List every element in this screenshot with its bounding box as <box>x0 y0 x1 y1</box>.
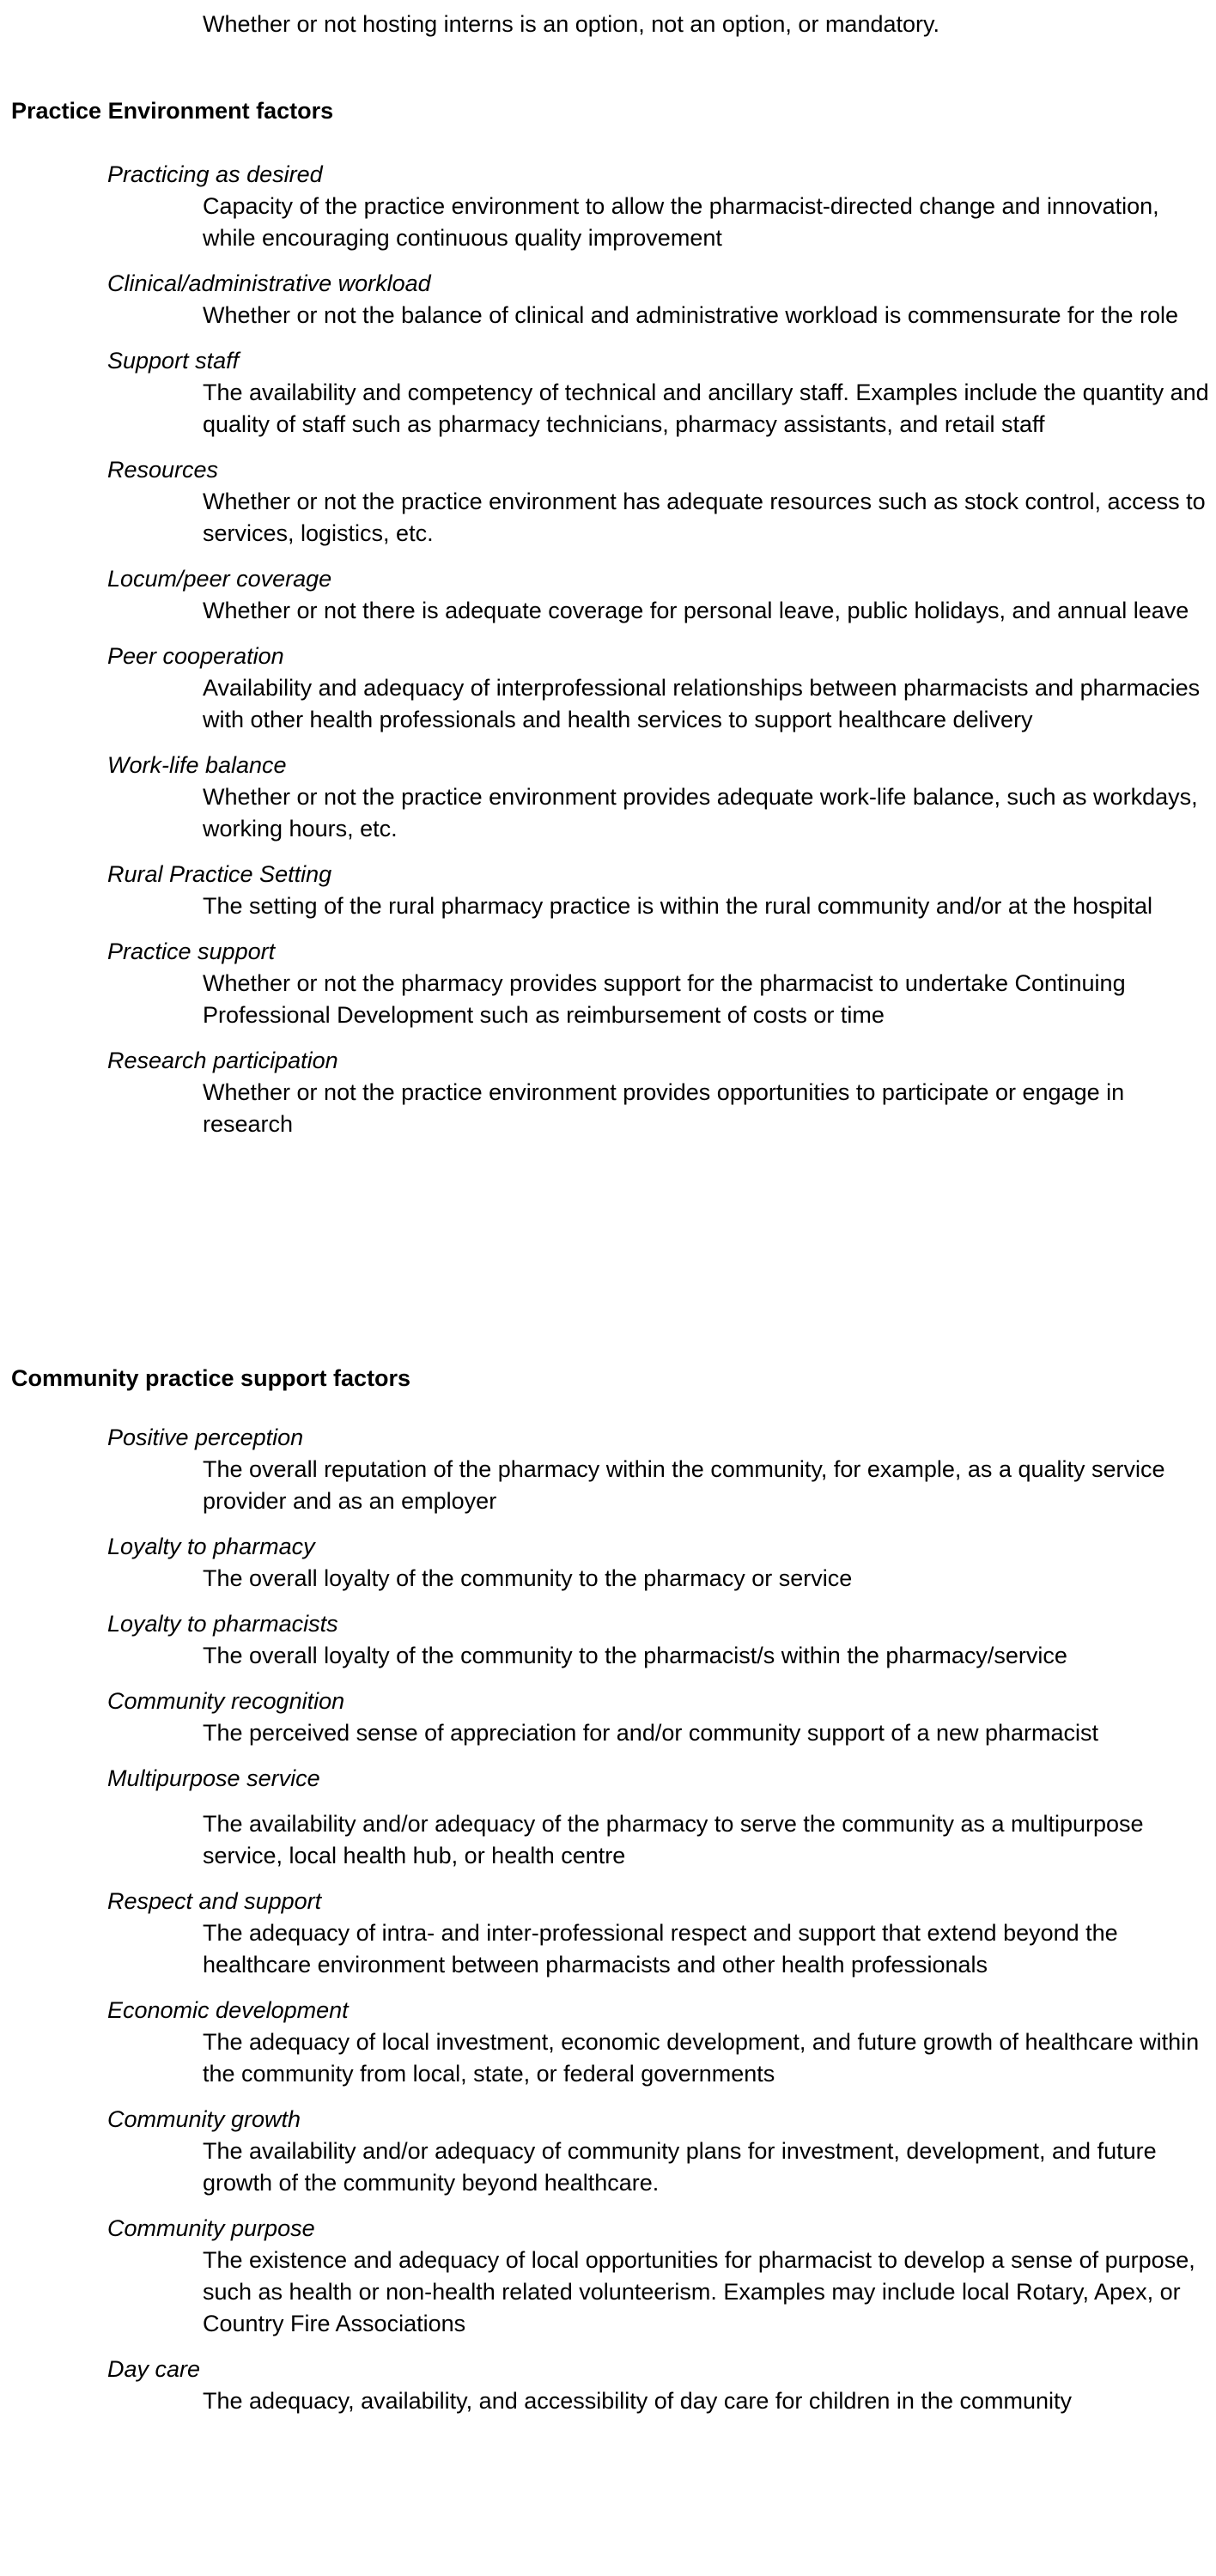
item-definition: The setting of the rural pharmacy practice is within the rural community and/or at the hospital <box>203 893 1153 919</box>
item-term: Practice support <box>107 939 276 964</box>
item-definition: The adequacy of local investment, economic development, and future growth of healthcare within the community from local, state, or federal governments <box>203 2029 1200 2087</box>
section-heading-practice-environment: Practice Environment factors <box>11 98 334 124</box>
item-definition: The adequacy, availability, and accessibility of day care for children in the community <box>203 2388 1072 2414</box>
list-item <box>0 1045 1216 1140</box>
list-item <box>0 1686 1216 1749</box>
item-definition: The overall loyalty of the community to the pharmacy or service <box>203 1565 853 1591</box>
item-definition: Whether or not the pharmacy provides support for the pharmacist to undertake Continuing Professional Development such as reimbursement of costs or time <box>203 970 1126 1028</box>
item-term: Loyalty to pharmacy <box>107 1534 315 1559</box>
list-item <box>0 936 1216 1031</box>
item-definition: Whether or not the practice environment provides opportunities to participate or engage in research <box>203 1079 1125 1137</box>
item-definition: The availability and competency of technical and ancillary staff. Examples include the quantity and quality of staff such as pharmacy technicians, pharmacy assistants, and retail staff <box>203 380 1209 437</box>
list-item <box>0 159 1216 254</box>
item-term: Multipurpose service <box>107 1765 320 1791</box>
section-heading-community-practice-support: Community practice support factors <box>11 1365 411 1391</box>
item-definition: The adequacy of intra- and inter-professional respect and support that extend beyond the healthcare environment between pharmacists and other health professionals <box>203 1920 1118 1978</box>
list-item <box>0 641 1216 736</box>
item-term: Economic development <box>107 1997 349 2023</box>
list-item <box>0 859 1216 922</box>
item-term: Locum/peer coverage <box>107 566 332 592</box>
item-term: Loyalty to pharmacists <box>107 1611 338 1637</box>
item-term: Peer cooperation <box>107 643 284 669</box>
item-definition: Whether or not the practice environment provides adequate work-life balance, such as workdays, working hours, etc. <box>203 784 1198 841</box>
list-item <box>0 1422 1216 1517</box>
item-term: Resources <box>107 457 219 483</box>
list-item <box>0 1608 1216 1672</box>
item-definition: The availability and/or adequacy of the pharmacy to serve the community as a multipurpose service, local health hub, or health centre <box>203 1811 1144 1868</box>
list-item <box>0 1531 1216 1595</box>
list-item <box>0 345 1216 440</box>
list-item <box>0 454 1216 550</box>
item-term: Community purpose <box>107 2215 315 2241</box>
item-term: Day care <box>107 2356 201 2382</box>
list-item <box>0 2104 1216 2199</box>
item-definition: The availability and/or adequacy of community plans for investment, development, and future growth of the community beyond healthcare. <box>203 2138 1157 2196</box>
item-definition: Whether or not the practice environment has adequate resources such as stock control, access to services, logistics, etc. <box>203 489 1206 546</box>
item-definition: The existence and adequacy of local opportunities for pharmacist to develop a sense of purpose, such as health or non-health related volunteerism. Examples may include local Rotary, Apex, or Country Fire Associations <box>203 2247 1195 2336</box>
item-term: Clinical/administrative workload <box>107 270 431 296</box>
item-term: Rural Practice Setting <box>107 861 332 887</box>
item-definition: Whether or not there is adequate coverage for personal leave, public holidays, and annual leave <box>203 598 1189 623</box>
list-item <box>0 563 1216 627</box>
item-definition: The overall loyalty of the community to the pharmacist/s within the pharmacy/service <box>203 1643 1067 1668</box>
item-term: Positive perception <box>107 1425 304 1450</box>
item-term: Research participation <box>107 1048 338 1073</box>
practice-environment-list <box>0 159 1216 1154</box>
list-item <box>0 268 1216 331</box>
list-item <box>0 750 1216 845</box>
list-item <box>0 1763 1216 1872</box>
item-term: Work-life balance <box>107 752 287 778</box>
list-item <box>0 2213 1216 2340</box>
item-definition: The overall reputation of the pharmacy within the community, for example, as a quality service provider and as an employer <box>203 1456 1165 1514</box>
item-definition: Availability and adequacy of interprofessional relationships between pharmacists and pharmacies with other health professionals and health services to support healthcare delivery <box>203 675 1201 732</box>
list-item <box>0 1995 1216 2090</box>
item-term: Community growth <box>107 2106 301 2132</box>
item-term: Support staff <box>107 348 240 374</box>
item-definition: The perceived sense of appreciation for and/or community support of a new pharmacist <box>203 1720 1099 1746</box>
item-term: Community recognition <box>107 1688 345 1714</box>
item-term: Respect and support <box>107 1888 322 1914</box>
intro-line: Whether or not hosting interns is an option, not an option, or mandatory. <box>203 11 940 37</box>
item-definition: Capacity of the practice environment to allow the pharmacist-directed change and innovation, while encouraging continuous quality improvement <box>203 193 1159 251</box>
list-item <box>0 1886 1216 1981</box>
item-definition: Whether or not the balance of clinical and administrative workload is commensurate for the role <box>203 302 1179 328</box>
community-practice-support-list <box>0 1422 1216 2431</box>
list-item <box>0 2354 1216 2417</box>
item-term: Practicing as desired <box>107 161 323 187</box>
